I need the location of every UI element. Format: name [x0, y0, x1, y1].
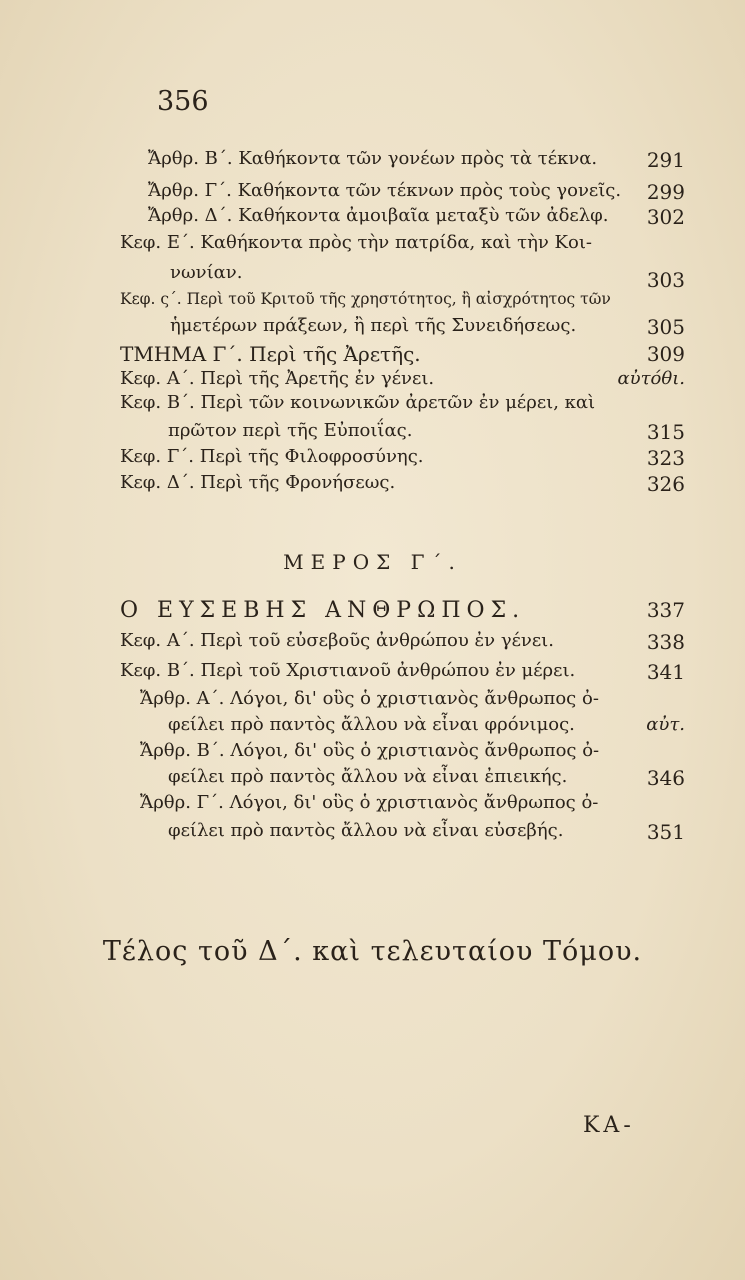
entry-page: 303 [646, 268, 685, 292]
toc-entry [0, 630, 745, 660]
entry-title: Κεφ. ς΄. Περὶ τοῦ Κριτοῦ τῆς χρηστότητος, ἢ αἰσχρότητος τῶν [120, 290, 611, 308]
entry-page: 338 [646, 630, 685, 654]
entry-page: 323 [646, 446, 685, 470]
entry-page: 299 [646, 180, 685, 204]
toc-entry [0, 205, 745, 235]
entry-page: 302 [646, 205, 685, 229]
toc-entry-continuation [0, 820, 745, 850]
colophon: Τέλος τοῦ Δ΄. καὶ τελευταίου Τόμου. [102, 936, 643, 967]
entry-title-cont: φείλει πρὸ παντὸς ἄλλου νὰ εἶναι ἐπιεικής. [168, 766, 568, 787]
entry-title: Κεφ. Δ΄. Περὶ τῆς Φρονήσεως. [120, 472, 396, 493]
entry-title: Ἄρθρ. Β΄. Λόγοι, δι' οὓς ὁ χριστιανὸς ἄνθρωπος ὀ- [140, 740, 600, 761]
entry-page: 305 [646, 315, 685, 339]
entry-page: 309 [646, 342, 685, 366]
entry-page: 337 [646, 598, 685, 622]
treatise-row [0, 598, 745, 628]
entry-title: Κεφ. Β΄. Περὶ τῶν κοινωνικῶν ἀρετῶν ἐν μέρει, καὶ [120, 392, 596, 413]
catchword: ΚΑ- [583, 1113, 635, 1138]
entry-title: Ἄρθρ. Γ΄. Καθήκοντα τῶν τέκνων πρὸς τοὺς γονεῖς. [148, 180, 622, 201]
entry-title-cont: ἡμετέρων πράξεων, ἢ περὶ τῆς Συνειδήσεως. [170, 315, 577, 336]
toc-entry [0, 472, 745, 502]
entry-page: 351 [646, 820, 685, 844]
toc-entry [0, 392, 745, 422]
entry-title: ΤΜΗΜΑ Γ΄. Περὶ τῆς Ἀρετῆς. [120, 342, 421, 366]
entry-page: αὐτόθι. [617, 368, 685, 389]
entry-page: 315 [646, 420, 685, 444]
entry-title: Κεφ. Α΄. Περὶ τοῦ εὐσεβοῦς ἀνθρώπου ἐν γένει. [120, 630, 554, 651]
entry-title: Ἄρθρ. Γ΄. Λόγοι, δι' οὓς ὁ χριστιανὸς ἄνθρωπος ὀ- [140, 792, 599, 813]
part-heading: ΜΕΡΟΣ Γ΄. [283, 550, 462, 574]
entry-page: 326 [646, 472, 685, 496]
entry-page: 346 [646, 766, 685, 790]
entry-page: 291 [646, 148, 685, 172]
entry-title-cont: πρῶτον περὶ τῆς Εὐποιΐας. [168, 420, 413, 441]
entry-title: Κεφ. Ε΄. Καθήκοντα πρὸς τὴν πατρίδα, καὶ τὴν Κοι- [120, 232, 592, 253]
entry-page: 341 [646, 660, 685, 684]
entry-title: Κεφ. Α΄. Περὶ τῆς Ἀρετῆς ἐν γένει. [120, 368, 435, 389]
entry-page: αὐτ. [646, 714, 685, 735]
entry-title: Ἄρθρ. Β΄. Καθήκοντα τῶν γονέων πρὸς τὰ τέκνα. [148, 148, 598, 169]
entry-title-cont: φείλει πρὸ παντὸς ἄλλου νὰ εἶναι φρόνιμος. [168, 714, 575, 735]
entry-title: Κεφ. Γ΄. Περὶ τῆς Φιλοφροσύνης. [120, 446, 424, 467]
page-number: 356 [157, 86, 209, 117]
toc-entry-continuation [0, 262, 745, 292]
treatise-title: Ο ΕΥΣΕΒΗΣ ΑΝΘΡΩΠΟΣ. [120, 598, 526, 623]
toc-entry [0, 660, 745, 690]
toc-entry [0, 792, 745, 822]
entry-title: Ἄρθρ. Α΄. Λόγοι, δι' οὓς ὁ χριστιανὸς ἄνθρωπος ὀ- [140, 688, 599, 709]
toc-entry [0, 148, 745, 178]
toc-entry [0, 232, 745, 262]
toc-entry-continuation [0, 315, 745, 345]
entry-title: Ἄρθρ. Δ΄. Καθήκοντα ἀμοιβαῖα μεταξὺ τῶν ἀδελφ. [148, 205, 609, 226]
entry-title-cont: νωνίαν. [170, 262, 243, 283]
entry-title-cont: φείλει πρὸ παντὸς ἄλλου νὰ εἶναι εὐσεβής. [168, 820, 564, 841]
entry-title: Κεφ. Β΄. Περὶ τοῦ Χριστιανοῦ ἀνθρώπου ἐν μέρει. [120, 660, 576, 681]
